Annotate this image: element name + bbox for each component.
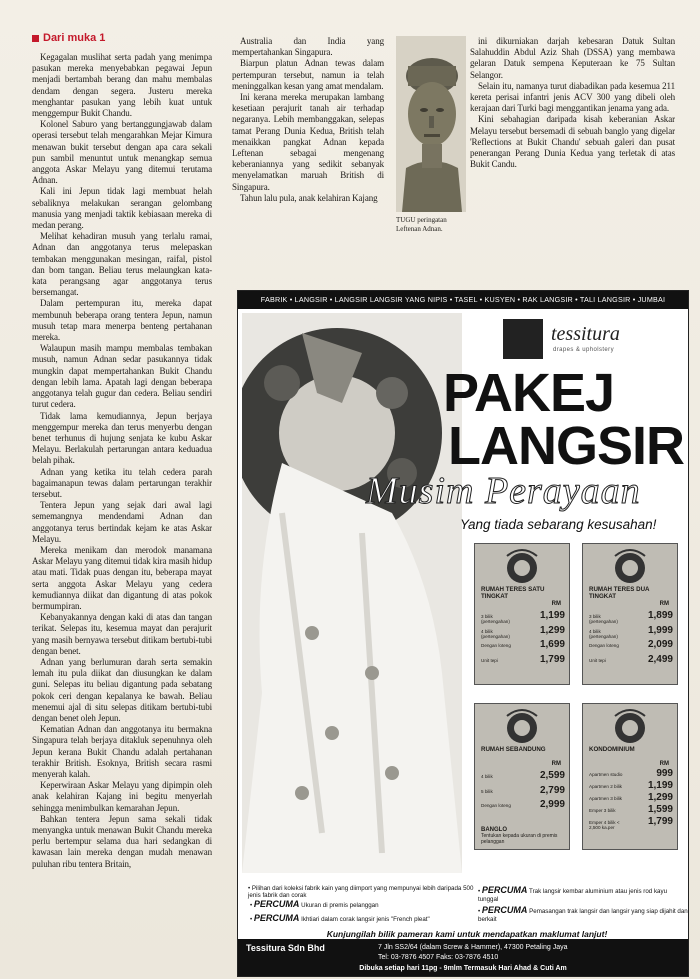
paragraph: Tentera Jepun yang sejak dari awal lagi sememangnya mendendami Adnan dan anggotanya terus bertindak kejam ke atas Askar Melayu. [32,500,212,544]
row-label: 3 bilik (pertengahan) [589,614,618,624]
price-row [589,654,673,669]
opening-hours: Dibuka setiap hari 11pg - 9mlm Termasuk Hari Ahad & Cuti Am [359,965,567,972]
company-address: 7 Jln SS2/64 (dalam Screw & Hammer), 47300 Petaling Jaya [378,944,568,951]
price-row [589,639,673,654]
paragraph: Kebanyakannya dengan kaki di atas dan tangan terikat. Selepas itu, kesemua mayat dan perajurit yang masih bernyawa tersebut ditikam bertubi-tubi dengan benet. [32,612,212,656]
row-label: Emper 4 bilik < 2,500 ka.per [589,820,620,830]
kicker-text: Dari muka 1 [43,32,106,44]
row-label: 5 bilik [481,788,493,794]
brand-subtitle: drapes & upholstery [553,347,614,353]
paragraph: Walaupun masih mampu membalas tembakan musuh, namun Adnan sedar pasukannya tidak mungkin dapat mempertahankan Bukit Chandu dengan lebih lama. Apatah lagi dengan beberapa anggotanya telah gugur dan cedera. Beliau sendiri turut cedera. [32,343,212,410]
price-rows [589,610,673,668]
brand-name: tessitura [551,323,620,345]
photo-caption: TUGU peringatan Leftenan Adnan. [396,216,447,233]
paragraph: Kali ini Jepun tidak lagi membuat helah sebaliknya melakukan serangan gelombang manusia yang menjadi taktik kebiasaan mereka di medan perang. [32,186,212,231]
free-label: PERCUMA [253,913,300,923]
row-price: 2,599 [539,770,565,781]
row-label: 3 bilik (pertengahan) [481,614,510,624]
tessitura-logo [503,319,683,359]
ad-product-strip: FABRIK • LANGSIR • LANGSIR LANGSIR YANG NIPIS • TASEL • KUSYEN • RAK LANGSIR • TALI LANGSIR • JUMBAI [238,291,688,309]
price-row [481,654,565,669]
row-price: 1,699 [539,639,565,650]
row-price: 1,799 [539,653,565,665]
paragraph: Kolonel Saburo yang bertanggungjawab dalam operasi tersebut telah mengarahkan Mejar Kimura menawan bukit tersebut dengan apa cara sekali pun sambil menuntut untuk menangkap semua anggota Askar Melayu yang ditemui terutama Adnan. [32,119,212,186]
christmas-wreath-image [242,313,462,873]
free-label: PERCUMA [253,899,300,909]
row-label: Apartmen 2 bilik [589,784,622,789]
card-note [481,827,565,845]
row-price: 1,799 [647,816,673,827]
ad-headline-2: LANGSIR [448,416,684,476]
currency-label: RM [659,761,669,767]
row-price: 1,599 [647,804,673,815]
paragraph: Bahkan tentera Jepun sama sekali tidak menyangka untuk menawan Bukit Chandu mereka perlu bertempur selama dua hari sedangkan di kawasan lain mereka dengan mudah menawan puluhan ribu tentera Britain, [32,813,212,869]
paragraph: Selain itu, namanya turut diabadikan pada kesemua 211 kereta perisai infantri jenis ACV 300 yang dibeli oleh kerajaan dari Turki bagi menggantikan jenama yang ada. [470,80,675,114]
paragraph: Adnan yang berlumuran darah serta semakin lemah itu pula diikat dan diusungkan ke dalam guni. Selepas itu beliau digantung pada sebatang pokok ceri dengan kepalanya ke bawah. Beliau menemui ajal di situ selepas ditikam bertubi-tubi dengan benet oleh Jepun. [32,656,212,723]
price-row [589,804,673,816]
price-row [481,610,565,625]
paragraph: ini dikurniakan darjah kebesaran Datuk Sultan Salahuddin Abdul Aziz Shah (DSSA) yang membawa gelaran Datuk sempena Keputeraan ke 75 Sultan Selangor. [470,36,675,80]
row-price: 2,799 [539,784,565,796]
row-price: 1,299 [647,792,673,803]
row-label: Emper 3 bilik [589,808,616,813]
currency-label: RM [659,601,669,607]
row-price: 2,999 [539,799,565,810]
price-row [589,792,673,804]
paragraph: Adnan yang ketika itu telah cedera parah bagaimanapun tewas dalam pertarungan terakhir tersebut. [32,466,212,499]
row-price: 1,899 [647,610,673,621]
row-label: Unit tepi [481,657,498,663]
paragraph: Mereka menikam dan merodok manamana Askar Melayu yang ditemui tidak kira masih hidup atau mati. Tidak puas dengan itu, beberapa mayat serta anggota Askar Melayu yang cedera kemudiannya diikat dan digantung di atas pokok bermumpiran. [32,544,212,611]
price-card-teres-satu [474,543,570,685]
paragraph: Biarpun platun Adnan tewas dalam pertempuran tersebut, namun ia telah meninggalkan kesan yang amat mendalam. [232,58,384,91]
row-price: 1,199 [539,610,565,621]
row-price: 1,299 [539,624,565,636]
price-rows [481,610,565,668]
price-row [481,625,565,640]
currency-label: RM [551,761,561,767]
offer-text: Pilihan dari koleksi fabrik kain yang diimport yang mempunyai lebih daripada 500 jenis fabrik dan corak [248,885,474,899]
section-kicker [32,32,105,44]
price-row [481,785,565,800]
row-label: Apartmen 3 bilik [589,796,622,801]
price-row [589,625,673,640]
wreath-ornament-icon [595,546,665,584]
article-column-3 [470,36,675,276]
wreath-ornament-icon [487,706,557,744]
row-price: 999 [656,768,673,779]
offer-install: • PERCUMA Pemasangan trak langsir dan langsir yang siap dijahit dan berkait [478,905,688,923]
row-label: Dengan loteng [481,643,511,648]
price-card-kondominium [582,703,678,850]
kicker-square-icon [32,35,39,42]
currency-label: RM [551,601,561,607]
price-row [481,639,565,654]
article-column-2 [232,36,384,276]
row-price: 2,499 [647,653,673,665]
offer-text: Ikhtiari dalam corak langsir jenis "French pleat" [301,916,430,923]
offer-text: Ukuran di premis pelanggan [301,902,379,909]
paragraph: Tidak lama kemudiannya, Jepun berjaya menggempur mereka dan terus menyerbu dengan benet terhunus di hujung senjata ke kubu Askar Melayu. Berlakulah pertarungan antara keduadua belah pihak. [32,410,212,466]
card-title: KONDOMINIUM [589,746,635,753]
price-row [481,770,565,785]
card-title: RUMAH TERES SATU TINGKAT [481,586,545,600]
article-column-1 [32,52,212,972]
paragraph: Ini kerana mereka merupakan lambang kesetiaan perajurit tanah air terhadap negaranya. Lebih membanggakan, selepas tamat Perang Dunia Kedua, British telah menaikkan pangkat Adnan kepada Leftenan sebagai mengenang keberaniannya yang sedikit sebanyak menyelamatkan maruah British di Singapura. [232,92,384,192]
curtain-advertisement [237,290,689,977]
offer-pleat: • PERCUMA Ikhtiari dalam corak langsir jenis "French pleat" [250,913,430,923]
company-phone: Tel: 03-7876 4507 Faks: 03-7876 4510 [378,954,499,961]
paragraph: Tahun lalu pula, anak kelahiran Kajang [240,192,378,203]
free-label: PERCUMA [481,885,528,895]
offer-text: Trak langsir kembar aluminium atau jenis rod kayu tunggal [478,888,668,903]
row-label: Apartmen studio [589,772,623,777]
price-row [589,816,673,830]
paragraph: Dalam pertempuran itu, mereka dapat membunuh beberapa orang tentera Jepun, namun musuh tetap mara menerpa benteng pertahanan mereka. [32,298,212,343]
free-label: PERCUMA [481,905,528,915]
price-card-sebandung [474,703,570,850]
wreath-ornament-icon [595,706,665,744]
price-row [481,799,565,814]
paragraph: Australia dan India yang mempertahankan Singapura. [232,36,384,58]
ad-tagline: Yang tiada sebarang kesusahan! [460,517,657,532]
row-label: Unit tepi [589,657,606,663]
price-rows [481,770,565,814]
logo-mark-icon [503,319,543,359]
price-rows [589,768,673,830]
wreath-ornament-icon [487,546,557,584]
row-label: Dengan loteng [589,643,619,648]
ad-footer [238,939,688,976]
ad-script-title: Musim Perayaan [366,470,641,512]
company-name: Tessitura Sdn Bhd [246,943,325,953]
paragraph: Kegagalan muslihat serta padah yang menimpa pasukan mereka menyebabkan pegawai Jepun menjadi bertambah berang dan mahu membalas dendam dengan segera. Justeru mereka menghantar pasukan yang lebih kuat untuk menggempur Bukit Chandu. [32,52,212,119]
offer-measure: • PERCUMA Ukuran di premis pelanggan [250,899,379,909]
row-label: 4 bilik (pertengahan) [589,628,618,639]
row-price: 2,099 [647,639,673,650]
price-card-teres-dua [582,543,678,685]
row-price: 1,999 [647,624,673,636]
ad-call-to-action: Kunjungilah bilik pameran kami untuk mendapatkan maklumat lanjut! [326,929,608,939]
paragraph: Melihat kehadiran musuh yang terlalu ramai, Adnan dan anggotanya terus melepaskan tembakan menggunakan mesingan, raifal, pistol dan bom tangan. Beliau terus melaungkan kata-kata perangsang agar anggotanya terus bersemangat. [32,231,212,298]
paragraph: Kematian Adnan dan anggotanya itu bermakna Singapura telah berjaya ditakluk sepenuhnya oleh Jepun kerana Bukit Chandu adalah pertahanan terakhir British. Esoknya, British secara rasmi menyerah kalah. [32,724,212,779]
offer-track: • PERCUMA Trak langsir kembar aluminium atau jenis rod kayu tunggal [478,885,668,903]
offer-fabric: • Pilihan dari koleksi fabrik kain yang diimport yang mempunyai lebih daripada 500 jenis fabrik dan corak [248,885,474,899]
row-label: 4 bilik (pertengahan) [481,628,510,639]
note-title: BANGLO [481,827,507,833]
row-label: 4 bilik [481,774,493,779]
paragraph: Kini sebahagian daripada kisah keberanian Askar Melayu tersebut bersemadi di sebuah banglo yang digelar 'Reflections at Bukit Chandu' sebuah galeri dan pusat penerangan Perang Dunia Kedua yang terletak di atas Bukit Candu. [470,114,675,170]
row-price: 1,199 [647,780,673,791]
price-row [589,610,673,625]
row-label: Dengan loteng [481,803,511,808]
card-title: RUMAH SEBANDUNG [481,746,546,753]
card-title: RUMAH TERES DUA TINGKAT [589,586,650,600]
price-row [589,768,673,780]
monument-bust-photo [396,36,466,212]
note-text: Tentukan kepada ukuran di premis pelanggan [481,833,558,845]
paragraph: Keperwiraan Askar Melayu yang dipimpin oleh anak kelahiran Kajang ini begitu menyerlah sehingga menimbulkan kemarahan Jepun. [32,780,212,813]
offer-text: Pemasangan trak langsir dan langsir yang siap dijahit dan berkait [478,908,688,923]
ad-headline-1: PAKEJ [443,363,615,423]
price-row [589,780,673,792]
